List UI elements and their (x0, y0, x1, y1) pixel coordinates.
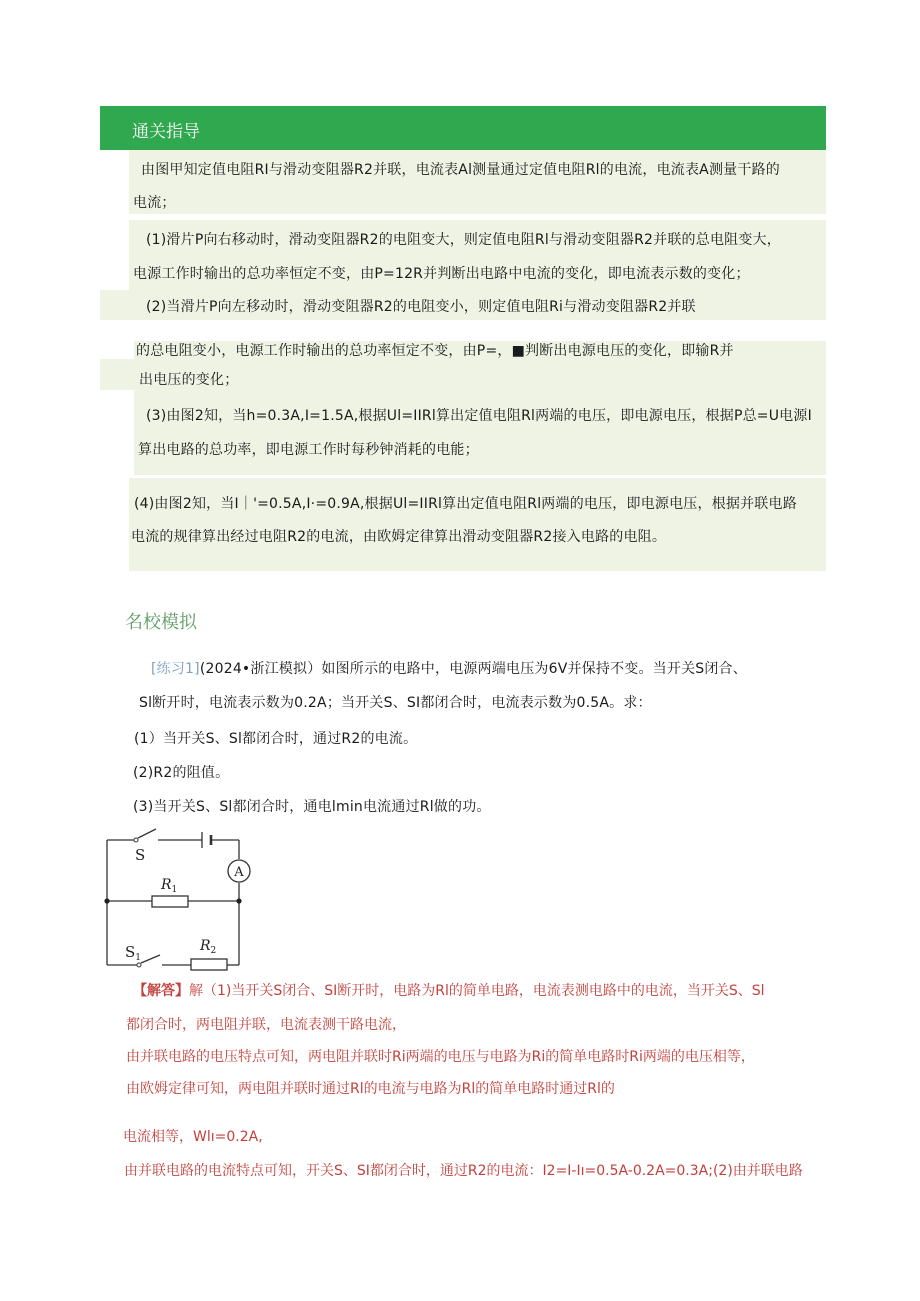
guide-panel-6 (134, 390, 826, 475)
guide-line-10: (4)由图2知，当I｜'=0.5A,I·=0.9A,根据Ul=IIRl算出定值电阻Rl两端的电压，即电源电压，根据并联电路 (134, 496, 797, 512)
guide-panel-7 (129, 478, 826, 571)
r2-subscript: 2 (210, 946, 217, 956)
exercise-label: [练习1] (151, 661, 200, 677)
guide-title: 通关指导 (132, 122, 200, 142)
switch-s1-subscript: 1 (135, 953, 142, 963)
switch-s-icon (134, 838, 138, 842)
r2-label (199, 938, 216, 956)
answer-line-2: 都闭合时，两电阻并联，电流表测干路电流， (126, 1017, 406, 1033)
switch-s1-icon (137, 963, 141, 967)
guide-line-5: (2)当滑片P向左移动时，滑动变阻器R2的电阻变小，则定值电阻Ri与滑动变阻器R2并联 (146, 299, 696, 315)
guide-line-4: 电源工作时输出的总功率恒定不变，由P=12R并判断出电路中电流的变化，即电流表示数的变化； (133, 266, 750, 282)
circuit-diagram (100, 825, 260, 975)
exercise-text-1: (2024•浙江模拟）如图所示的电路中，电源两端电压为6V并保持不变。当开关S闭合、 (199, 661, 747, 677)
question-2: (2)R2的阻值。 (133, 765, 230, 781)
mock-section-title: 名校模拟 (125, 612, 197, 633)
guide-line-11: 电流的规律算出经过电阻R2的电流，由欧姆定律算出滑动变阻器R2接入电路的电阻。 (131, 529, 667, 545)
answer-line-6: 由并联电路的电流特点可知，开关S、SI都闭合时，通过R2的电流：I2=I-Iı=0.5A-0.2A=0.3A;(2)由并联电路 (124, 1163, 803, 1179)
guide-line-7: 出电压的变化； (139, 372, 239, 388)
question-3: (3)当开关S、Sl都闭合时，通电lmin电流通过Rl做的功。 (133, 799, 491, 815)
switch-s-label: S (135, 846, 146, 864)
switch-s1-letter: S (125, 943, 136, 961)
r1-letter: R (161, 877, 172, 893)
switch-s1-label (125, 943, 141, 963)
ammeter-label: A (234, 865, 244, 880)
guide-line-1: 由图甲知定值电阻RI与滑动变阻器R2并联，电流表Al测量通过定值电阻Rl的电流，电流表A测量干路的 (141, 162, 780, 178)
exercise-line-1 (151, 659, 747, 679)
answer-line-3: 由并联电路的电压特点可知，两电阻并联时Ri两端的电压与电路为Ri的简单电路时Ri两端的电压相等， (126, 1049, 755, 1065)
answer-line-4: 由欧姆定律可知，两电阻并联时通过Rl的电流与电路为Rl的简单电路时通过Rl的 (126, 1081, 615, 1097)
guide-line-6: 的总电阻变小，电源工作时输出的总功率恒定不变，由P=，■判断出电源电压的变化，即输R并 (136, 343, 734, 359)
answer-line-5: 电流相等，Wlı=0.2A, (123, 1129, 263, 1145)
answer-tag: 【解答】 (133, 983, 189, 999)
answer-line-1 (133, 981, 765, 1001)
guide-line-8: (3)由图2知，当h=0.3A,I=1.5A,根据Ul=IIRl算出定值电阻Rl两端的电压，即电源电压，根据P总=U电源I (146, 408, 812, 424)
guide-line-3: (1)滑片P向右移动时，滑动变阻器R2的电阻变大，则定值电阻Rl与滑动变阻器R2并联的总电阻变大， (146, 232, 781, 248)
r1-label (160, 877, 177, 895)
r2-letter: R (200, 938, 211, 954)
answer-text-1: 解（1)当开关S闭合、SI断开时，电路为Rl的简单电路，电流表测电路中的电流，当开关S、Sl (189, 983, 765, 999)
r1-subscript: 1 (171, 885, 178, 895)
exercise-line-2: Sl断开时，电流表示数为0.2A；当开关S、SI都闭合时，电流表示数为0.5A。求： (139, 695, 652, 711)
guide-header (100, 106, 826, 150)
guide-line-2: 电流； (133, 195, 176, 211)
guide-line-9: 算出电路的总功率，即电源工作时每秒钟消耗的电能； (138, 442, 479, 458)
question-1: (1）当开关S、Sl都闭合时，通过R2的电流。 (134, 731, 418, 747)
